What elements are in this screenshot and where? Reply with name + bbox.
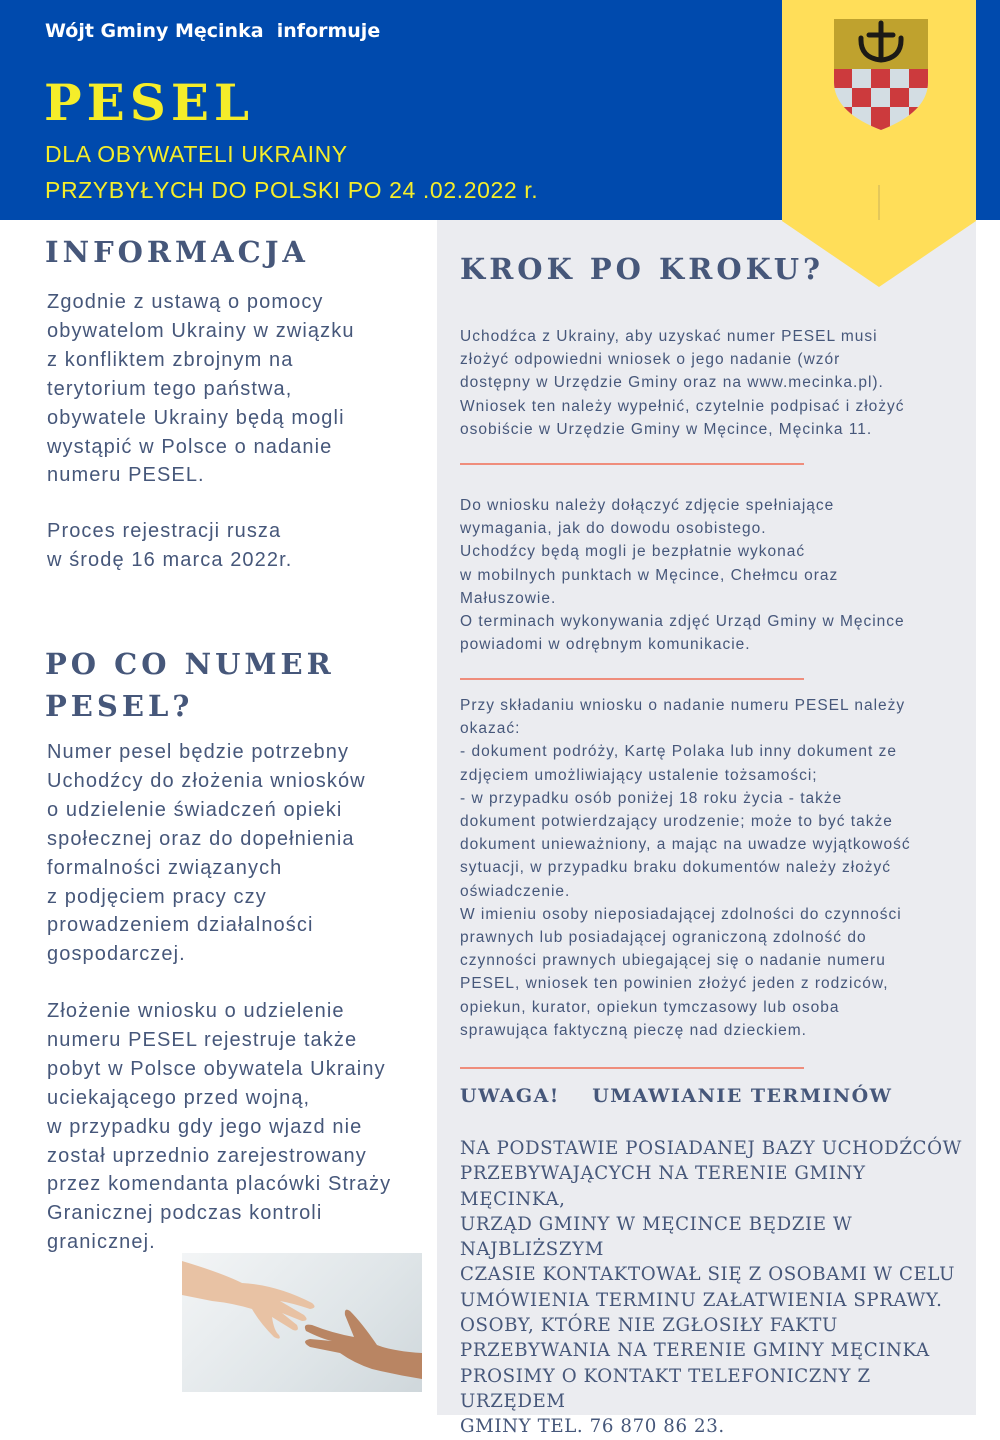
section-divider bbox=[460, 678, 804, 680]
subtitle-line-1: DLA OBYWATELI UKRAINY bbox=[45, 141, 348, 167]
step-2-text: Do wniosku należy dołączyć zdjęcie spełniające wymagania, jak do dowodu osobistego. Uchodźcy będą mogli je bezpłatnie wykonać w mobilnych punktach w Męcince, Chełmcu oraz Małuszowie. O terminach wykonywania zdjęć Urząd Gminy w Męcince powiadomi w odrębnym komunikacie. bbox=[460, 497, 905, 654]
step-1-text: Uchodźca z Ukrainy, aby uzyskać numer PESEL musi złożyć odpowiedni wniosek o jego nadanie (wzór dostępny w Urzędzie Gminy oraz na www.mecinka.pl). Wniosek ten należy wypełnić, czytelnie podpisać i złożyć osobiście w Urzędzie Gminy w Męcince, Męcinka 11. bbox=[460, 328, 905, 438]
page-title: PESEL bbox=[44, 73, 255, 132]
po-co-paragraph-2: Złożenie wniosku o udzielenie numeru PESEL rejestruje także pobyt w Polsce obywatela Ukrainy uciekającego przed wojną, w przypadku gdy jego wjazd nie został uprzednio zarejestrowany przez komendanta placówki Straży Granicznej podczas kontroli granicznej. bbox=[47, 1000, 392, 1254]
informacja-paragraph-1: Zgodnie z ustawą o pomocy obywatelom Ukrainy w związku z konfliktem zbrojnym na terytorium tego państwa, obywatele Ukrainy będą mogli wystąpić w Polsce o nadanie numeru PESEL. bbox=[47, 291, 355, 487]
section-divider bbox=[460, 463, 804, 465]
header-kicker: Wójt Gminy Męcinka informuje bbox=[45, 20, 381, 42]
subtitle-line-2: PRZYBYŁYCH DO POLSKI PO 24 .02.2022 r. bbox=[45, 177, 539, 203]
heading-po-co-numer-pesel: PO CO NUMER PESEL? bbox=[45, 647, 335, 723]
uwaga-body: NA PODSTAWIE POSIADANEJ BAZY UCHODŹCÓW PRZEBYWAJĄCYCH NA TERENIE GMINY MĘCINKA, URZĄD GMINY W MĘCINCE BĘDZIE W NAJBLIŻSZYM CZASIE KONTAKTOWAŁ SIĘ Z OSOBAMI W CELU UMÓWIENIA TERMINU ZAŁATWIENIA SPRAWY. OSOBY, KTÓRE NIE ZGŁOSIŁY FAKTU PRZEBYWANIA NA TERENIE GMINY MĘCINKA PROSIMY O KONTAKT TELEFONICZNY Z URZĘDEM GMINY TEL. 76 870 86 23. bbox=[460, 1138, 962, 1438]
heading-krok-po-kroku: KROK PO KROKU? bbox=[460, 252, 825, 286]
uwaga-heading: UWAGA! UMAWIANIE TERMINÓW bbox=[460, 1085, 893, 1107]
banner-shape bbox=[782, 0, 976, 287]
po-co-paragraph-1: Numer pesel będzie potrzebny Uchodźcy do złożenia wniosków o udzielenie świadczeń opieki społecznej oraz do dopełnienia formalności związanych z podjęciem pracy czy prowadzeniem działalności gospodarczej. bbox=[47, 741, 366, 966]
reaching-hands-photo bbox=[182, 1253, 422, 1392]
section-divider bbox=[460, 1067, 804, 1069]
informacja-paragraph-2: Proces rejestracji rusza w środę 16 marca 2022r. bbox=[47, 520, 293, 571]
emblem-banner bbox=[782, 0, 976, 287]
step-3-text: Przy składaniu wniosku o nadanie numeru PESEL należy okazać: - dokument podróży, Kartę Polaka lub inny dokument ze zdjęciem umożliwiający ustalenie tożsamości; - w przypadku osób poniżej 18 roku życia - także dokument potwierdzający urodzenie; może to być także dokument unieważniony, a mając na uwadze wyjątkowość sytuacji, w przypadku braku dokumentów należy złożyć oświadczenie. W imieniu osoby nieposiadającej zdolności do czynności prawnych lub posiadającej ograniczoną zdolność do czynności prawnych ubiegającej się o nadanie numeru PESEL, wniosek ten powinien złożyć jeden z rodziców, opiekun, kurator, opiekun tymczasowy lub osoba sprawująca faktyczną pieczę nad dzieckiem. bbox=[460, 697, 911, 1039]
heading-informacja: INFORMACJA bbox=[45, 235, 309, 269]
